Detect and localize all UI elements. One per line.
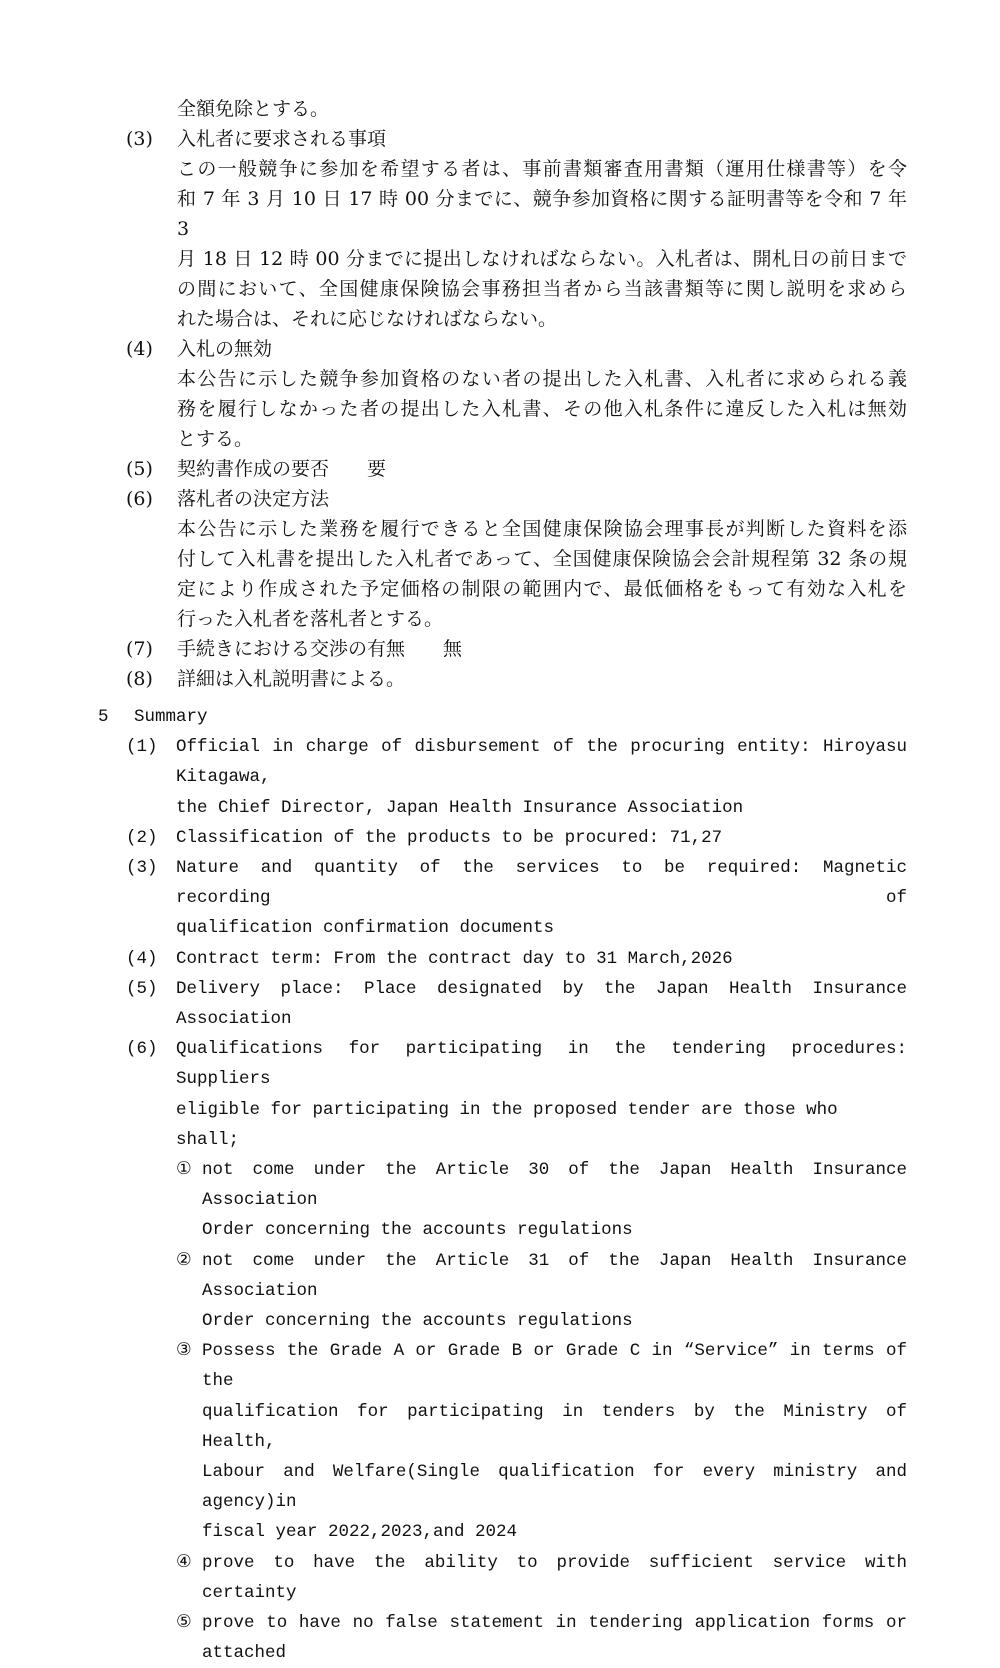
item-number: (2) [126,827,158,848]
section-title: Summary [134,707,208,727]
circled-number: ③ [176,1341,192,1362]
item-title: 落札者の決定方法 [177,488,330,510]
item-number: (4) [126,338,153,360]
item-text-line: 定により作成された予定価格の制限の範囲内で、最低価格をもって有効な入札を [177,578,907,600]
ja-item-5 [0,454,1000,484]
item-text-line: Official in charge of disbursement of the procuring entity: Hiroyasu Kitagawa, [176,737,907,788]
english-summary-section [0,702,1000,1668]
section-heading [0,702,1000,732]
item-number: (3) [126,128,153,150]
en-item-4 [0,944,1000,974]
item-text-line: Order concerning the accounts regulations [202,1220,633,1241]
item-text-line: の間において、全国健康保険協会事務担当者から当該書類等に関し説明を求めら [177,278,907,300]
en-sub-item-2 [0,1246,1000,1337]
item-text-line: とする。 [177,428,254,450]
item-text-line: prove to have the ability to provide sufficient service with certainty [202,1552,907,1603]
item-text-line: Order concerning the accounts regulations [202,1311,633,1332]
item-text-line: 本公告に示した競争参加資格のない者の提出した入札書、入札者に求められる義 [177,368,907,390]
item-text-line: 本公告に示した業務を履行できると全国健康保険協会理事長が判断した資料を添 [177,518,907,540]
item-text-line: 和 7 年 3 月 10 日 17 時 00 分までに、競争参加資格に関する証明書等を令和 7 年 3 [177,188,907,240]
item-text-line: not come under the Article 31 of the Japan Health Insurance Association [202,1250,907,1301]
item-text-line: Contract term: From the contract day to 31 March,2026 [176,948,733,969]
item-title: 詳細は入札説明書による。 [177,668,406,690]
item-number: (8) [126,668,153,690]
item-text-line: Delivery place: Place designated by the Japan Health Insurance Association [176,978,907,1030]
item-title: 入札者に要求される事項 [177,128,387,150]
item-title: 入札の無効 [177,338,273,360]
item-number: (7) [126,638,153,660]
ja-item-6 [0,484,1000,634]
item-text-line: not come under the Article 30 of the Japan Health Insurance Association [202,1160,907,1211]
ja-item-7 [0,634,1000,664]
en-item-3 [0,853,1000,944]
item-text-line: 付して入札書を提出した入札者であって、全国健康保険協会会計規程第 32 条の規 [177,548,907,570]
en-item-2 [0,823,1000,853]
item-text-line: Nature and quantity of the services to be required: Magnetic recording of [176,858,907,909]
circled-number: ⑤ [176,1613,192,1634]
item-text-line: qualification confirmation documents [176,918,555,939]
item-text-line: Possess the Grade A or Grade B or Grade C in “Service” in terms of the [202,1341,907,1392]
item-text-line: 行った入札者を落札者とする。 [177,608,444,630]
item-text-line: fiscal year 2022,2023,and 2024 [202,1522,518,1543]
continuation-line: 全額免除とする。 [177,98,330,120]
japanese-section [0,94,1000,694]
item-text-line: この一般競争に参加を希望する者は、事前書類審査用書類（運用仕様書等）を令 [177,158,907,180]
en-sub-item-3 [0,1336,1000,1547]
item-number: (4) [126,948,158,969]
en-item-5 [0,974,1000,1034]
item-text-line: Classification of the products to be procured: 71,27 [176,827,723,848]
en-sub-item-1 [0,1155,1000,1246]
en-item-1 [0,732,1000,823]
item-number: (6) [126,488,153,510]
item-text-line: 月 18 日 12 時 00 分までに提出しなければならない。入札者は、開札日の前日まで [177,248,907,270]
item-number: (3) [126,858,158,878]
ja-item-4 [0,334,1000,454]
ja-item-8 [0,664,1000,694]
item-text-line: Qualifications for participating in the tendering procedures: Suppliers [176,1039,907,1090]
item-text-line: the Chief Director, Japan Health Insurance Association [176,797,744,818]
en-item-6 [0,1034,1000,1155]
circled-number: ② [176,1250,192,1271]
item-number: (5) [126,978,158,999]
ja-item-3 [0,124,1000,334]
item-text-line: eligible for participating in the proposed tender are those who shall; [176,1099,838,1150]
item-title: 手続きにおける交渉の有無 無 [177,638,463,660]
item-number: (5) [126,458,153,480]
en-sub-item-5 [0,1608,1000,1668]
item-number: (1) [126,737,158,758]
item-title: 契約書作成の要否 要 [177,458,387,480]
item-text-line: qualification for participating in tenders by the Ministry of Health, [202,1401,907,1452]
item-text-line: Labour and Welfare(Single qualification for every ministry and agency)in [202,1462,907,1513]
item-number: (6) [126,1039,158,1060]
section-number: 5 [98,707,109,727]
item-text-line: 務を履行しなかった者の提出した入札書、その他入札条件に違反した入札は無効 [177,398,907,420]
circled-number: ① [176,1160,192,1181]
circled-number: ④ [176,1552,192,1573]
item-text-line: prove to have no false statement in tendering application forms or attached [202,1613,907,1664]
item-text-line: れた場合は、それに応じなければならない。 [177,308,558,330]
en-sub-item-4 [0,1548,1000,1608]
